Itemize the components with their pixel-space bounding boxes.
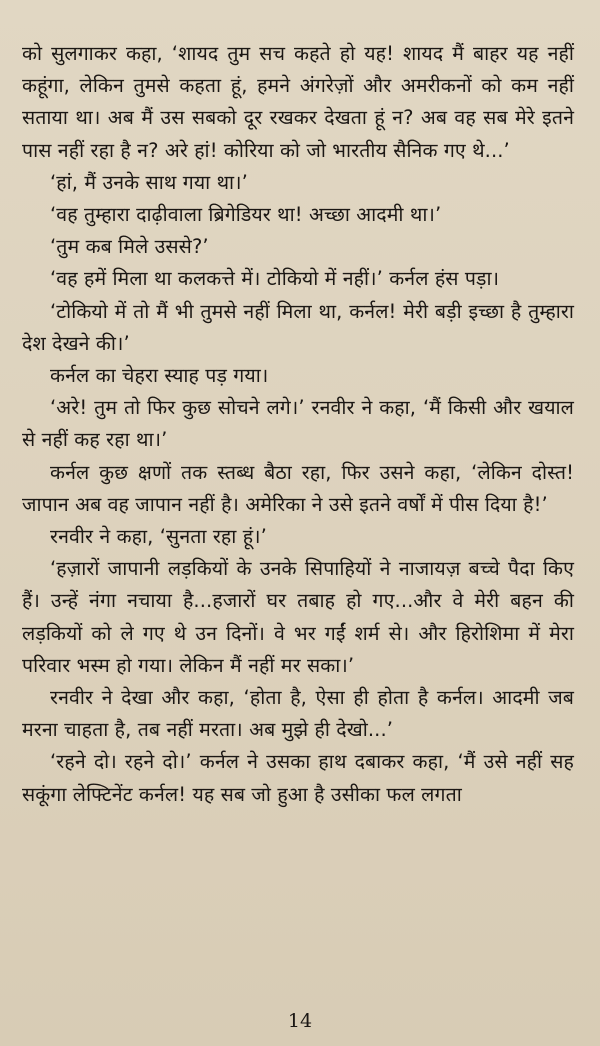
paragraph-3: ‘वह तुम्हारा दाढ़ीवाला ब्रिगेडियर था! अच्छा आदमी था।’ — [50, 203, 442, 227]
paragraph-13: ‘रहने दो। रहने दो।’ कर्नल ने उसका हाथ दबाकर कहा, ‘मैं उसे नहीं सह सकूंगा लेफ्टिनेंट कर्नल! यह सब जो हुआ है उसीका फल लगता — [22, 750, 574, 806]
paragraph-7: कर्नल का चेहरा स्याह पड़ गया। — [50, 364, 269, 388]
paragraph-6: ‘टोकियो में तो मैं भी तुमसे नहीं मिला था, कर्नल! मेरी बड़ी इच्छा है तुम्हारा देश देखने की।’ — [22, 299, 574, 355]
paragraph-10: रनवीर ने कहा, ‘सुनता रहा हूं।’ — [50, 525, 267, 549]
paragraph-1: को सुलगाकर कहा, ‘शायद तुम सच कहते हो यह! शायद मैं बाहर यह नहीं कहूंगा, लेकिन तुमसे कहता हूं, हमने अंगरेज़ों और अमरीकनों को कम नहीं सताया था। अब मैं उस सबको दूर रखकर देखता हूं न? अब वह सब मेरे इतने पास नहीं रहा है न? अरे हां! कोरिया को जो भारतीय सैनिक गए थे...’ — [22, 42, 574, 162]
paragraph-4: ‘तुम कब मिले उससे?’ — [50, 235, 209, 259]
paragraph-9: कर्नल कुछ क्षणों तक स्तब्ध बैठा रहा, फिर उसने कहा, ‘लेकिन दोस्त! जापान अब वह जापान नहीं है। अमेरिका ने उसे इतने वर्षों में पीस दिया है!’ — [22, 460, 574, 516]
paragraph-12: रनवीर ने देखा और कहा, ‘होता है, ऐसा ही होता है कर्नल। आदमी जब मरना चाहता है, तब नहीं मरता। अब मुझे ही देखो...’ — [22, 686, 574, 742]
paragraph-8: ‘अरे! तुम तो फिर कुछ सोचने लगे।’ रनवीर ने कहा, ‘मैं किसी और खयाल से नहीं कह रहा था।’ — [22, 396, 574, 452]
paragraph-2: ‘हां, मैं उनके साथ गया था।’ — [50, 170, 248, 194]
page-number: 14 — [287, 1010, 313, 1032]
paragraph-11: ‘हज़ारों जापानी लड़कियों के उनके सिपाहियों ने नाजायज़ बच्चे पैदा किए हैं। उन्हें नंगा नचाया है...हजारों घर तबाह हो गए...और वे मेरी बहन की लड़कियों को ले गए थे उन दिनों। वे भर गईं शर्म से। और हिरोशिमा में मेरा परिवार भस्म हो गया। लेकिन मैं नहीं मर सका।’ — [22, 557, 574, 677]
paragraph-5: ‘वह हमें मिला था कलकत्ते में। टोकियो में नहीं।’ कर्नल हंस पड़ा। — [50, 267, 500, 291]
